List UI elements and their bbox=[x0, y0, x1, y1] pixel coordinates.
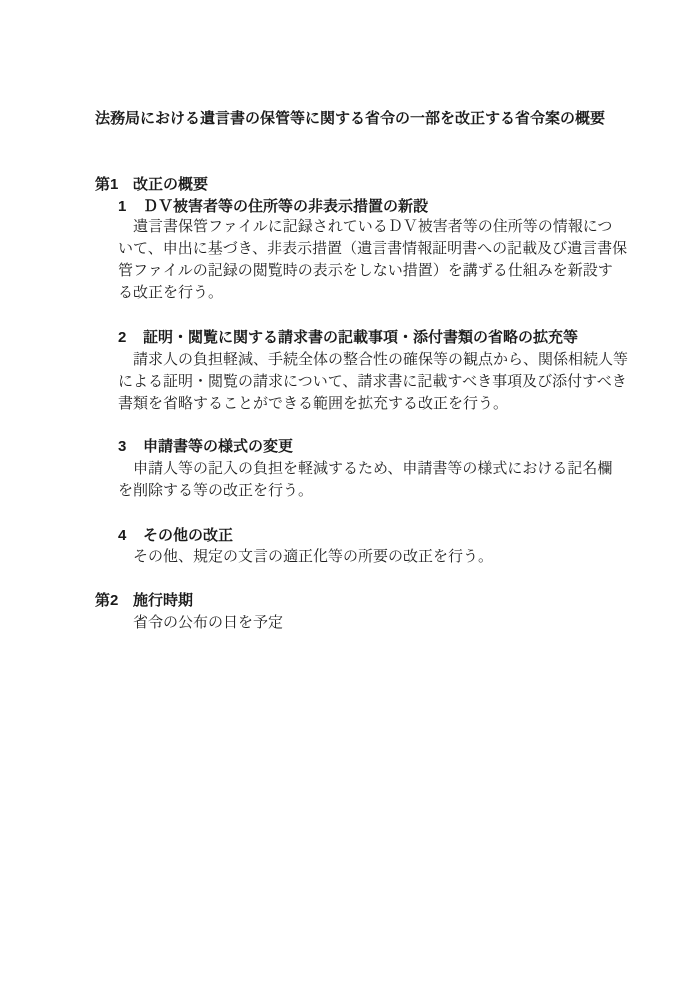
text-line: いて、申出に基づき、非表示措置（遺言書情報証明書への記載及び遺言書保 bbox=[118, 241, 628, 257]
item-4-label: その他の改正 bbox=[143, 527, 234, 544]
text-line: による証明・閲覧の請求について、請求書に記載すべき事項及び添付すべき bbox=[118, 374, 627, 390]
text-line: その他、規定の文言の適正化等の所要の改正を行う。 bbox=[133, 549, 494, 565]
item-4-paragraph bbox=[118, 546, 493, 568]
text-line: 書類を省略することができる範囲を拡充する改正を行う。 bbox=[118, 396, 509, 412]
section-1-heading bbox=[95, 176, 208, 193]
section-2-paragraph bbox=[118, 612, 283, 634]
text-line: 申請人等の記入の負担を軽減するため、申請書等の様式における記名欄 bbox=[133, 461, 613, 477]
item-2-label: 証明・閲覧に関する請求書の記載事項・添付書類の省略の拡充等 bbox=[143, 329, 579, 346]
text-line: 省令の公布の日を予定 bbox=[133, 615, 284, 631]
section-2-number: 第2 bbox=[95, 592, 119, 609]
section-2-heading bbox=[95, 592, 193, 609]
item-2-number: 2 bbox=[118, 329, 127, 346]
item-2-paragraph bbox=[118, 349, 628, 415]
item-4-heading bbox=[118, 527, 233, 544]
text-line: 請求人の負担軽減、手続全体の整合性の確保等の観点から、関係相続人等 bbox=[133, 352, 629, 368]
item-1-label: ＤＶ被害者等の住所等の非表示措置の新設 bbox=[143, 198, 429, 215]
text-line: る改正を行う。 bbox=[118, 285, 224, 301]
section-2-label: 施行時期 bbox=[133, 592, 194, 609]
section-1-label: 改正の概要 bbox=[133, 176, 209, 193]
item-4-number: 4 bbox=[118, 527, 127, 544]
item-3-label: 申請書等の様式の変更 bbox=[143, 438, 294, 455]
item-3-paragraph bbox=[118, 458, 612, 502]
item-2-heading bbox=[118, 329, 578, 346]
item-1-paragraph bbox=[118, 216, 627, 304]
item-3-heading bbox=[118, 438, 293, 455]
document-title: 法務局における遺言書の保管等に関する省令の一部を改正する省令案の概要 bbox=[94, 110, 605, 127]
item-1-number: 1 bbox=[118, 198, 127, 215]
text-line: を削除する等の改正を行う。 bbox=[118, 483, 314, 499]
section-1-number: 第1 bbox=[95, 176, 119, 193]
item-3-number: 3 bbox=[118, 438, 127, 455]
item-1-heading bbox=[118, 198, 428, 215]
text-line: 管ファイルの記録の閲覧時の表示をしない措置）を講ずる仕組みを新設す bbox=[118, 263, 613, 279]
text-line: 遺言書保管ファイルに記録されているＤＶ被害者等の住所等の情報につ bbox=[133, 219, 613, 235]
